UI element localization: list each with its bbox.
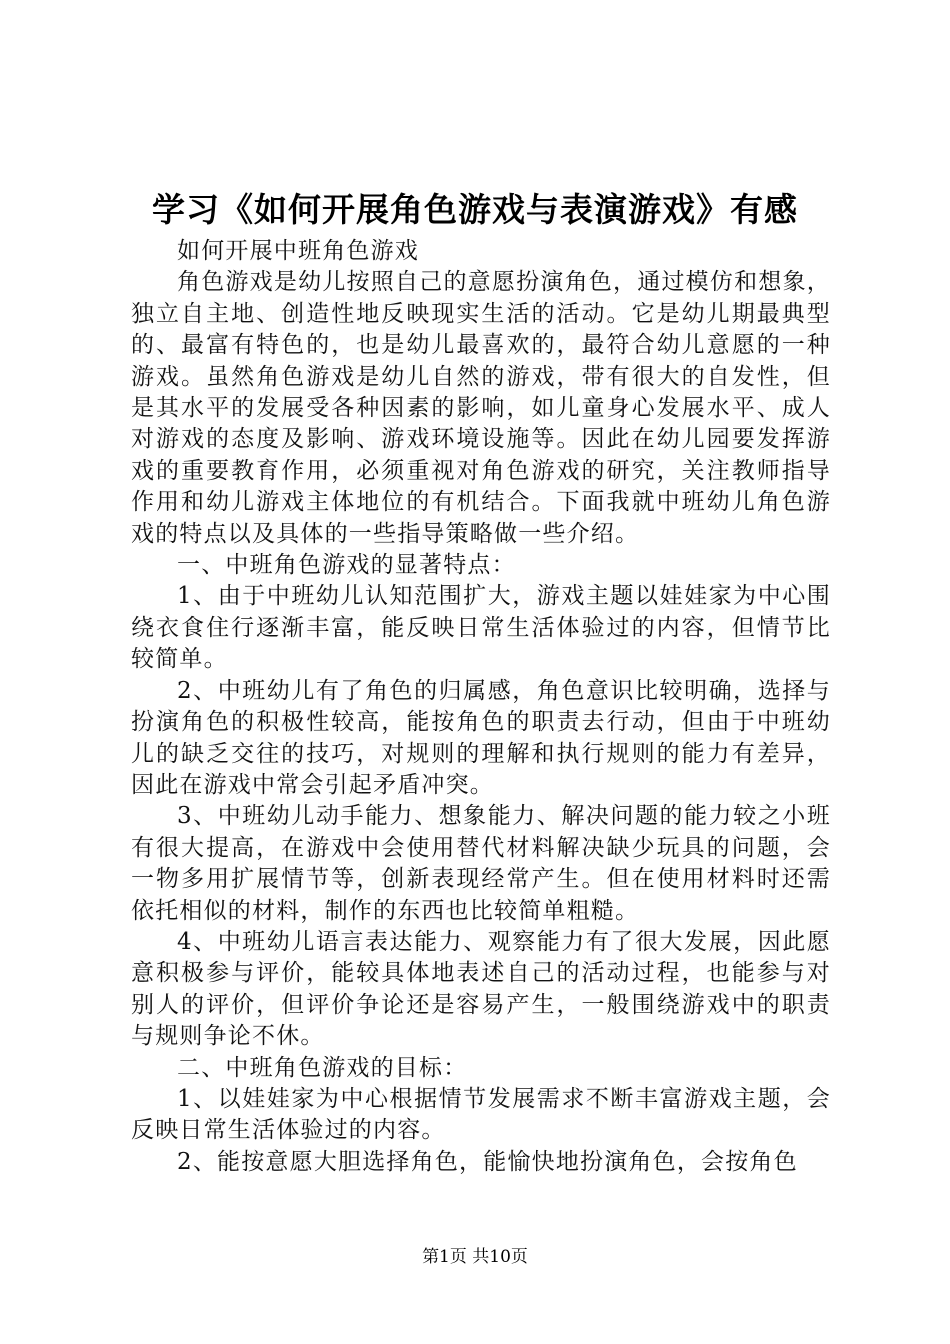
body-paragraph: 1、由于中班幼儿认知范围扩大，游戏主题以娃娃家为中心围绕衣食住行逐渐丰富，能反映日常生活体验过的内容，但情节比较简单。 — [131, 583, 831, 673]
document-body — [131, 236, 831, 1178]
body-paragraph: 2、中班幼儿有了角色的归属感，角色意识比较明确，选择与扮演角色的积极性较高，能按角色的职责去行动，但由于中班幼儿的缺乏交往的技巧，对规则的理解和执行规则的能力有差异，因此在游戏中常会引起矛盾冲突。 — [131, 677, 831, 798]
body-paragraph: 3、中班幼儿动手能力、想象能力、解决问题的能力较之小班有很大提高，在游戏中会使用替代材料解决缺少玩具的问题，会一物多用扩展情节等，创新表现经常产生。但在使用材料时还需依托相似的材料，制作的东西也比较简单粗糙。 — [131, 803, 831, 924]
section-heading: 一、中班角色游戏的显著特点： — [177, 552, 516, 579]
body-paragraph: 1、以娃娃家为中心根据情节发展需求不断丰富游戏主题，会反映日常生活体验过的内容。 — [131, 1085, 831, 1144]
body-paragraph: 角色游戏是幼儿按照自己的意愿扮演角色，通过模仿和想象，独立自主地、创造性地反映现实生活的活动。它是幼儿期最典型的、最富有特色的，也是幼儿最喜欢的，最符合幼儿意愿的一种游戏。虽然角色游戏是幼儿自然的游戏，带有很大的自发性，但是其水平的发展受各种因素的影响，如儿童身心发展水平、成人对游戏的态度及影响、游戏环境设施等。因此在幼儿园要发挥游戏的重要教育作用，必须重视对角色游戏的研究，关注教师指导作用和幼儿游戏主体地位的有机结合。下面我就中班幼儿角色游戏的特点以及具体的一些指导策略做一些介绍。 — [131, 269, 831, 547]
body-paragraph: 4、中班幼儿语言表达能力、观察能力有了很大发展，因此愿意积极参与评价，能较具体地表述自己的活动过程，也能参与对别人的评价，但评价争论还是容易产生，一般围绕游戏中的职责与规则争论不休。 — [131, 928, 831, 1050]
section-heading: 二、中班角色游戏的目标： — [177, 1054, 468, 1081]
document-title: 学习《如何开展角色游戏与表演游戏》有感 — [152, 190, 798, 229]
page-footer: 第1页 共10页 — [422, 1247, 528, 1267]
body-paragraph: 2、能按意愿大胆选择角色，能愉快地扮演角色，会按角色 — [177, 1148, 798, 1175]
section-heading: 如何开展中班角色游戏 — [177, 238, 419, 264]
